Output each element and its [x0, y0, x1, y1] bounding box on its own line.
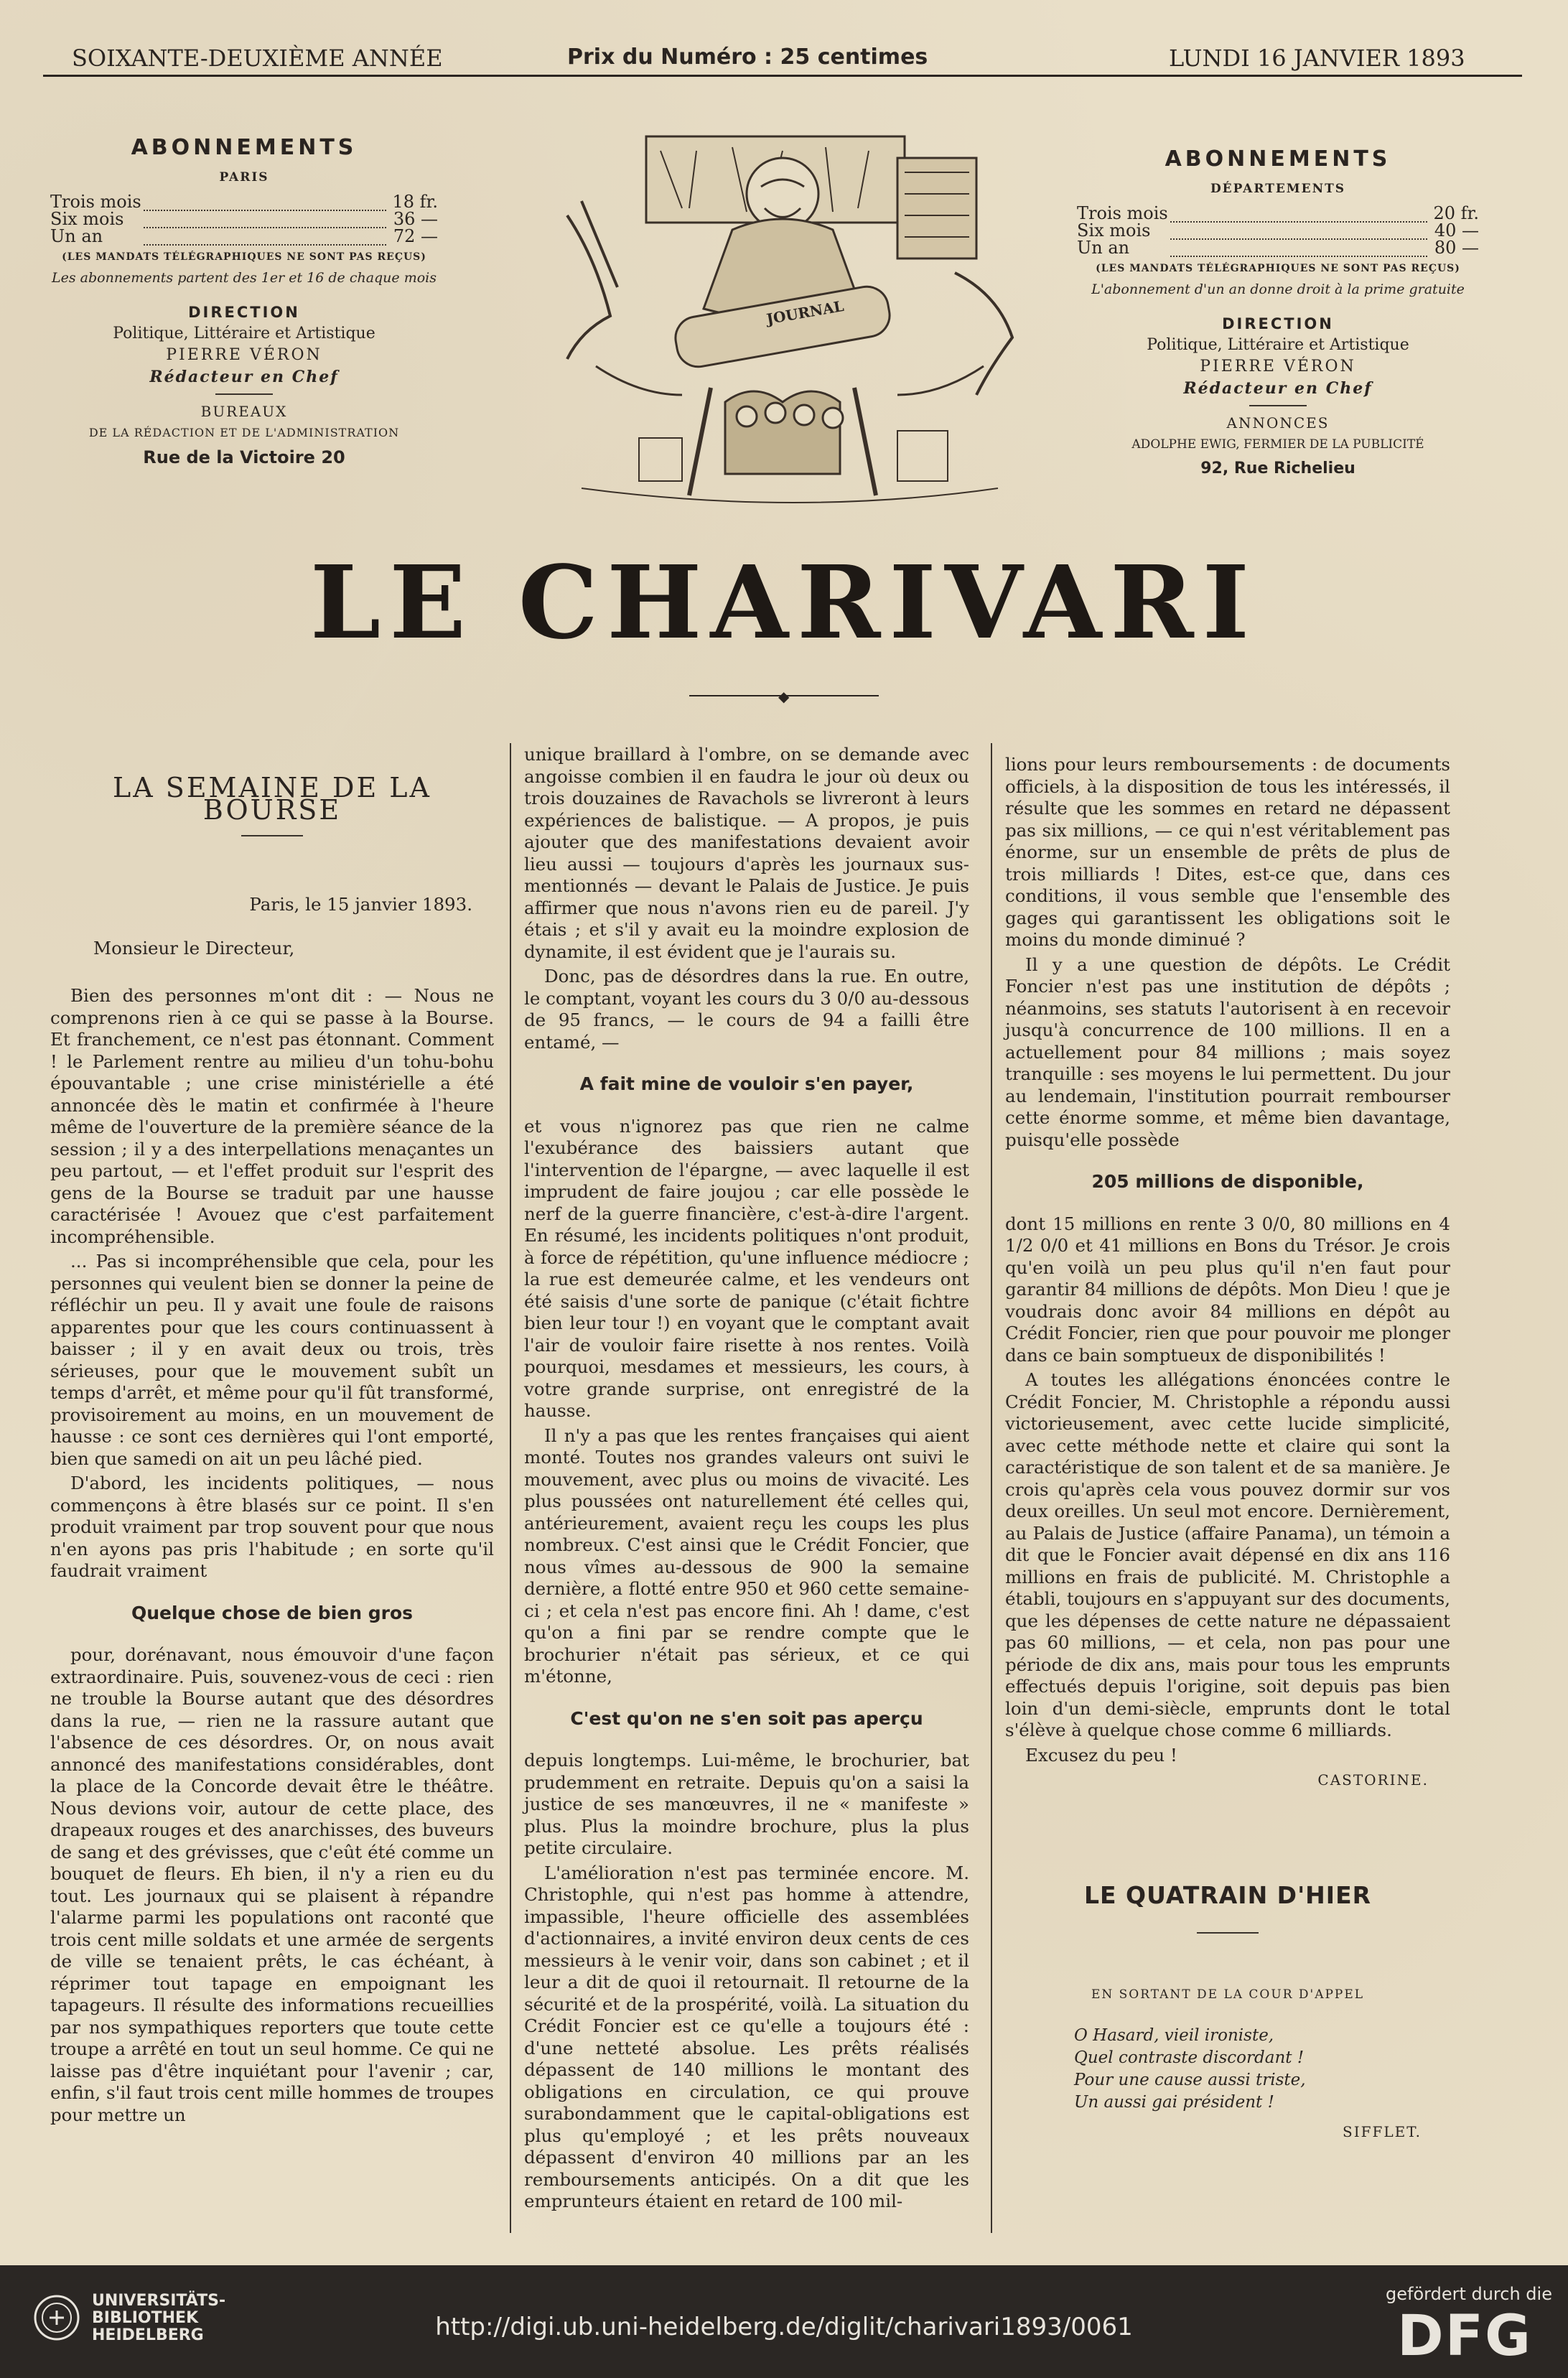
- rate-value: 72 —: [393, 226, 438, 246]
- paragraph: L'amélioration n'est pas terminée encore. M. Christophle, qui n'est pas homme à attendre, impassible, l'heure officielle des assemblées d'actionnaires, a invité environ deux cents de ces messieurs à le venir voir, dans son cabinet ; et il leur a dit de quoi il retournait. Il retourne de la sécurité et de la prospérité, voilà. La situation du Crédit Foncier est ce qu'elle a toujours été : d'une netteté absolue. Les prêts réalisés dépassent de 140 millions le montant des obligations en circulation, ce qui prouve surabondamment que le capital-obligations est plus qu'employé ; et les prêts nouveaux dépassent d'environ 40 millions par an les remboursements anticipés. On a dit que les emprunteurs étaient en retard de 100 mil-: [524, 1862, 969, 2211]
- rate-label: Un an: [50, 226, 103, 246]
- quatrain-title: LE QUATRAIN D'HIER: [1083, 1880, 1372, 1909]
- funding-note: gefördert durch die: [1386, 2284, 1552, 2304]
- rate-row: [50, 193, 438, 210]
- subscriptions-paris: [50, 135, 438, 468]
- bureaux-title: BUREAUX: [200, 403, 288, 420]
- rate-row: [50, 228, 438, 245]
- rates-table: [1077, 205, 1479, 257]
- library-line: BIBLIOTHEK: [92, 2309, 199, 2327]
- ornament-icon: ◆: [778, 688, 790, 705]
- source-url[interactable]: http://digi.ub.uni-heidelberg.de/diglit/charivari1893/0061: [435, 2313, 1133, 2341]
- rate-row: [50, 210, 438, 228]
- annonces-address: 92, Rue Richelieu: [1200, 460, 1355, 477]
- masthead-illustration: [553, 129, 1027, 517]
- paragraph: Il n'y a pas que les rentes françaises qui aient monté. Toutes nos grandes valeurs ont suivi le mouvement, avec plus ou moins de vivacité. Les plus poussées ont naturellement été celles qui, antérieurement, avaient reçu les coups les plus nombreux. C'est ainsi que le Crédit Foncier, que nous vîmes au-dessous de 900 la semaine dernière, a flotté entre 950 et 960 cette semaine-ci ; et cela n'est pas encore fini. Ah ! dame, c'est qu'on a fini par se rendre compte que le brochurier n'était pas sérieux, et ce qui m'étonne,: [524, 1425, 969, 1687]
- rate-label: Trois mois: [50, 192, 141, 212]
- verse-line: Un aussi gai président !: [1074, 2092, 1274, 2112]
- digitization-footer: [0, 2265, 1568, 2378]
- paragraph: pour, dorénavant, nous émouvoir d'une façon extraordinaire. Puis, souvenez-vous de ceci : rien ne trouble la Bourse autant que des désordres dans la rue, — rien ne la rassure autant que l'absence de ces désordres. Or, on nous avait annoncé des manifestations considérables, dont la place de la Concorde devait être le théâtre. Nous devions voir, autour de cette place, des drapeaux rouges et des anarchisses, des buveurs de sang et des grévisses, que c'eût été comme un bouquet de fleurs. Eh bien, il n'y a rien eu du tout. Les journaux qui se plaisent à répandre l'alarme parmi les populations ont raconté que trois cent mille soldats et une armée de sergents de ville se tenaient prêts, le cas échéant, à réprimer tout tapage en empoignant les tapageurs. Il résulte des informations recueillies par nos sympathiques reporters que toute cette troupe a arrêté en tout un seul homme. Ce qui ne laisse pas d'être inquiétant pour l'avenir ; car, enfin, s'il faut trois cent mille hommes de troupes pour mettre un: [50, 1644, 494, 2125]
- subscriptions-departements: [1077, 146, 1479, 480]
- rate-row: [1077, 239, 1479, 256]
- library-line: HEIDELBERG: [92, 2326, 204, 2344]
- direction-desc: Politique, Littéraire et Artistique: [1147, 336, 1409, 354]
- rate-row: [1077, 222, 1479, 239]
- bureaux-address: Rue de la Victoire 20: [143, 447, 345, 467]
- subscriptions-title: ABONNEMENTS: [1165, 146, 1391, 172]
- subscriptions-title: ABONNEMENTS: [131, 135, 358, 160]
- quatrain-rule: [1197, 1932, 1259, 1934]
- issue-year: SOIXANTE-DEUXIÈME ANNÉE: [72, 45, 443, 72]
- direction-title: DIRECTION: [188, 304, 300, 321]
- paragraph: Bien des personnes m'ont dit : — Nous ne comprenons rien à ce qui se passe à la Bourse. Et franchement, ce n'est pas étonnant. Comment ! le Parlement rentre au milieu d'un tohu-bohu épouvantable ; une crise ministérielle a été annoncée dès le matin et confirmée à l'heure même de l'ouverture de la première séance de la session ; il y a des interpellations menaçantes un peu partout, — et l'effet produit sur l'esprit des gens de la Bourse se traduit par une hausse caractérisée ! Avouez que c'est parfaitement incompréhensible.: [50, 985, 494, 1247]
- paragraph: depuis longtemps. Lui-même, le brochurier, bat prudemment en retraite. Depuis qu'on a saisi la justice de ses manœuvres, il ne « manifeste » plus. Plus la moindre brochure, plus la plus petite circulaire.: [524, 1750, 969, 1858]
- column-rule: [991, 743, 992, 2233]
- dot-leader: [1170, 222, 1427, 239]
- paragraph: et vous n'ignorez pas que rien ne calme l'exubérance des baissiers autant que l'intervention de l'épargne, — avec laquelle il est imprudent de faire joujou ; car elle possède le nerf de la guerre financière, c'est-à-dire l'argent. En résumé, les incidents politiques n'ont produit, à force de répétition, qu'une influence médiocre ; la rue est demeurée calme, et les vendeurs ont été saisis d'une sorte de panique (c'était fichtre bien leur tour !) en voyant que le comptant avait l'air de vouloir faire risette à nos rentes. Voilà pourquoi, mesdames et messieurs, les cours, à votre grande surprise, ont enregistré de la hausse.: [524, 1115, 969, 1421]
- paragraph: lions pour leurs remboursements : de documents officiels, à la disposition de tous les intéressés, il résulte que les sommes en retard ne dépassent pas six millions, — ce qui n'est véritablement pas énorme, sur un ensemble de prêts de plus de trois milliards ! Dites, est-ce que, dans ces conditions, il vous semble que l'ensemble des gages qui garantissent les obligations soit le moins du monde diminué ?: [1005, 754, 1450, 950]
- director-name: PIERRE VÉRON: [1200, 358, 1356, 376]
- rate-value: 36 —: [393, 209, 438, 229]
- box-divider: [215, 393, 273, 395]
- subscription-start-note: Les abonnements partent des 1er et 16 de chaque mois: [52, 270, 437, 286]
- dot-leader: [1170, 239, 1427, 256]
- dfg-logo: DFG: [1397, 2304, 1533, 2369]
- yearly-premium-note: L'abonnement d'un an donne droit à la prime gratuite: [1091, 281, 1465, 297]
- box-divider: [1249, 405, 1307, 406]
- paragraph: Donc, pas de désordres dans la rue. En outre, le comptant, voyant les cours du 3 0/0 au-dessous de 95 francs, — le cours de 94 a failli être entamé, —: [524, 966, 969, 1053]
- column-rule: [510, 743, 511, 2233]
- paragraph: Excusez du peu !: [1025, 1744, 1177, 1766]
- quatrain-subtitle: EN SORTANT DE LA COUR D'APPEL: [1091, 1987, 1365, 2002]
- paragraph: dont 15 millions en rente 3 0/0, 80 millions en 4 1/2 0/0 et 41 millions en Bons du Trésor. Je crois qu'en voilà un peu plus qu'il n'en faut pour garantir 84 millions de dépôts. Mon Dieu ! que je voudrais donc avoir 84 millions en dépôt au Crédit Foncier, rien que pour pouvoir me plonger dans ce bain somptueux de disponibilités !: [1005, 1213, 1450, 1366]
- title-rule: [241, 835, 303, 836]
- journal-label: JOURNAL: [765, 297, 846, 328]
- paragraph: Il y a une question de dépôts. Le Crédit Foncier n'est pas une institution de dépôts ; néanmoins, ses statuts l'autorisent à en recevoir jusqu'à concurrence de 100 millions. Il en a actuellement pour 84 millions ; mais soyez tranquille : ses moyens le lui permettent. Du jour au lendemain, l'institution pourrait rembourser cette énorme somme, et même bien davantage, puisqu'elle possède: [1005, 953, 1450, 1150]
- column-2: [524, 744, 969, 2216]
- issue-price: Prix du Numéro : 25 centimes: [567, 45, 928, 70]
- rate-value: 20 fr.: [1433, 203, 1479, 223]
- quatrain-signature: SIFFLET.: [1343, 2122, 1422, 2140]
- rate-row: [1077, 205, 1479, 222]
- telegraph-note: (LES MANDATS TÉLÉGRAPHIQUES NE SONT PAS REÇUS): [62, 251, 426, 263]
- dateline: Paris, le 15 janvier 1893.: [249, 894, 472, 915]
- column-1: [50, 761, 494, 2129]
- dot-leader: [1170, 205, 1427, 222]
- rate-label: Trois mois: [1077, 203, 1168, 223]
- dot-leader: [144, 228, 386, 245]
- rate-value: 80 —: [1434, 238, 1479, 258]
- subscriptions-subtitle: PARIS: [219, 170, 269, 185]
- article-title: LA SEMAINE DE LA BOURSE: [113, 772, 431, 826]
- dot-leader: [144, 210, 386, 228]
- column-3: [1005, 754, 1450, 2142]
- rate-label: Six mois: [50, 209, 124, 229]
- director-name: PIERRE VÉRON: [166, 346, 322, 364]
- director-role: Rédacteur en Chef: [1183, 379, 1373, 398]
- rate-label: Un an: [1077, 238, 1130, 258]
- quatrain-verses: [1005, 2025, 1450, 2114]
- rate-label: Six mois: [1077, 220, 1151, 241]
- salutation: Monsieur le Directeur,: [93, 937, 295, 959]
- annonces-desc: ADOLPHE EWIG, FERMIER DE LA PUBLICITÉ: [1131, 437, 1424, 452]
- section-heading: C'est qu'on ne s'en soit pas aperçu: [570, 1707, 923, 1729]
- spacer: [1005, 1791, 1450, 1885]
- subscriptions-subtitle: DÉPARTEMENTS: [1210, 182, 1346, 196]
- paragraph: A toutes les allégations énoncées contre le Crédit Foncier, M. Christophle a répondu aussi victorieusement, avec cette lucide simplicité, avec cette méthode nette et claire qui sont la caractéristique de son talent et de sa manière. Je crois qu'après cela vous pouvez dormir sur vos deux oreilles. Un seul mot encore. Dernièrement, au Palais de Justice (affaire Panama), un témoin a dit que le Foncier avait dépensé en dix ans 116 millions en frais de publicité. M. Christophle a établi, toujours en s'appuyant sur des documents, que les dépenses de cette nature ne dépassaient pas 60 millions, — et cela, non pas pour une période de dix ans, mais pour tous les emprunts effectués depuis l'origine, soit depuis pas bien loin d'un demi-siècle, emprunts dont le total s'élève à quelque chose comme 6 milliards.: [1005, 1369, 1450, 1740]
- rate-value: 40 —: [1434, 220, 1479, 241]
- direction-desc: Politique, Littéraire et Artistique: [113, 325, 375, 342]
- header-rule: [43, 75, 1522, 77]
- section-heading: 205 millions de disponible,: [1091, 1171, 1364, 1192]
- rates-table: [50, 193, 438, 246]
- section-heading: A fait mine de vouloir s'en payer,: [579, 1073, 914, 1094]
- direction-title: DIRECTION: [1222, 315, 1334, 332]
- paragraph: unique braillard à l'ombre, on se demande avec angoisse combien il en faudra le jour où deux ou trois douzaines de Ravachols se livreront à leurs expériences de balistique. — A propos, je puis ajouter que des manifestations devaient avoir lieu aussi — toujours d'après les journaux sus-mentionnés — devant le Palais de Justice. Je puis affirmer que nous n'avons rien eu de pareil. J'y étais ; et s'il y avait eu la moindre explosion de dynamite, il est évident que je l'aurais su.: [524, 744, 969, 962]
- director-role: Rédacteur en Chef: [149, 368, 339, 386]
- library-line: UNIVERSITÄTS-: [92, 2292, 226, 2310]
- dot-leader: [144, 193, 386, 210]
- bureaux-desc: DE LA RÉDACTION ET DE L'ADMINISTRATION: [88, 426, 400, 439]
- issue-date: LUNDI 16 JANVIER 1893: [1169, 45, 1465, 72]
- verse-line: O Hasard, vieil ironiste,: [1074, 2025, 1274, 2045]
- masthead-title: LE CHARIVARI: [309, 544, 1259, 662]
- rate-value: 18 fr.: [392, 192, 438, 212]
- verse-line: Pour une cause aussi triste,: [1074, 2070, 1306, 2089]
- section-heading: Quelque chose de bien gros: [131, 1602, 414, 1623]
- paragraph: D'abord, les incidents politiques, — nous commençons à être blasés sur ce point. Il s'en produit vraiment par trop souvent pour que nous n'en ayons pas pris l'habitude ; en sorte qu'il faudrait vraiment: [50, 1473, 494, 1581]
- telegraph-note: (LES MANDATS TÉLÉGRAPHIQUES NE SONT PAS REÇUS): [1096, 263, 1460, 274]
- verse-line: Quel contraste discordant !: [1074, 2048, 1305, 2067]
- signature: CASTORINE.: [1317, 1771, 1429, 1789]
- annonces-title: ANNONCES: [1226, 414, 1330, 432]
- paragraph: ... Pas si incompréhensible que cela, pour les personnes qui veulent bien se donner la peine de réfléchir un peu. Il y avait une foule de raisons apparentes pour que les cours continuassent à baisser ; il y en avait deux ou trois, très sérieuses, pour que le mouvement subît un temps d'arrêt, et même pour qu'il fût transformé, provisoirement au moins, en un mouvement de hausse : ce sont ces dernières qui l'ont emporté, bien que samedi on ait un peu lâché pied.: [50, 1251, 494, 1469]
